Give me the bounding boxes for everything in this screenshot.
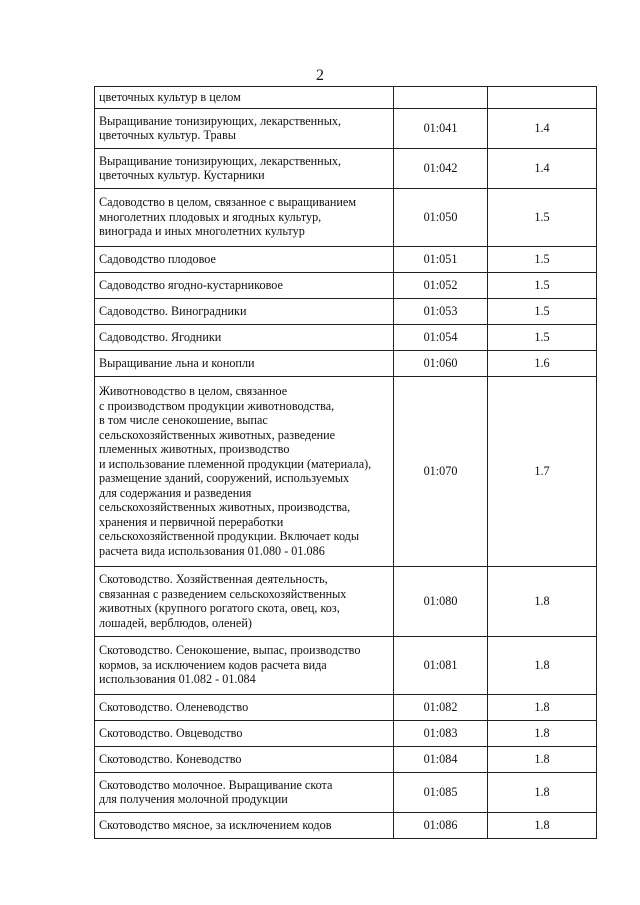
table-row <box>95 772 597 812</box>
land-use-table <box>94 86 597 839</box>
table-row <box>95 636 597 694</box>
activity-name: Животноводство в целом, связанное с производством продукции животноводства, в том числе сенокошение, выпас сельскохозяйственных животных, разведение племенных животных, производство и использование племенной продукции (материала), размещение зданий, сооружений, используемых для содержания и разведения сельскохозяйственных животных, производства, хранения и первичной переработки сельскохозяйственной продукции. Включает коды расчета вида использования 01.080 - 01.086 <box>99 384 372 558</box>
activity-name-cell <box>95 87 394 109</box>
table-row <box>95 246 597 272</box>
activity-name: Садоводство ягодно-кустарниковое <box>99 277 283 292</box>
table-row <box>95 720 597 746</box>
table-row <box>95 350 597 376</box>
table-row <box>95 87 597 109</box>
table-row <box>95 148 597 188</box>
section-number-cell: 1.5 <box>488 324 597 350</box>
section-number-cell: 1.5 <box>488 272 597 298</box>
activity-name: Скотоводство. Сенокошение, выпас, производство кормов, за исключением кодов расчета вида использования 01.082 - 01.084 <box>99 643 361 687</box>
activity-name-cell <box>95 566 394 636</box>
section-number-cell: 1.4 <box>488 108 597 148</box>
table-body <box>95 87 597 839</box>
table-row <box>95 566 597 636</box>
activity-name: Выращивание тонизирующих, лекарственных, цветочных культур. Травы <box>99 113 342 142</box>
activity-code-cell: 01:085 <box>394 772 488 812</box>
activity-name-cell <box>95 746 394 772</box>
activity-name: Садоводство. Ягодники <box>99 329 222 344</box>
activity-name-cell <box>95 720 394 746</box>
activity-code-cell: 01:053 <box>394 298 488 324</box>
activity-code-cell: 01:080 <box>394 566 488 636</box>
activity-name: Выращивание тонизирующих, лекарственных, цветочных культур. Кустарники <box>99 153 342 182</box>
activity-name-cell <box>95 272 394 298</box>
activity-name: Выращивание льна и конопли <box>99 355 255 370</box>
activity-name: Садоводство в целом, связанное с выращиванием многолетних плодовых и ягодных культур, винограда и иных многолетних культур <box>99 195 357 239</box>
table-row <box>95 272 597 298</box>
section-number-cell: 1.4 <box>488 148 597 188</box>
activity-name: Скотоводство. Овцеводство <box>99 725 243 740</box>
activity-code-cell: 01:084 <box>394 746 488 772</box>
activity-code-cell: 01:052 <box>394 272 488 298</box>
activity-name: Садоводство плодовое <box>99 251 216 266</box>
activity-name: Скотоводство мясное, за исключением кодов <box>99 817 332 832</box>
activity-code-cell: 01:086 <box>394 812 488 838</box>
activity-code-cell: 01:070 <box>394 376 488 566</box>
section-number-cell: 1.5 <box>488 188 597 246</box>
table-row <box>95 746 597 772</box>
section-number-cell <box>488 87 597 109</box>
table-row <box>95 812 597 838</box>
activity-name-cell <box>95 188 394 246</box>
activity-name: Скотоводство молочное. Выращивание скота для получения молочной продукции <box>99 777 333 806</box>
table-row <box>95 298 597 324</box>
section-number-cell: 1.8 <box>488 694 597 720</box>
activity-code-cell: 01:054 <box>394 324 488 350</box>
activity-code-cell: 01:083 <box>394 720 488 746</box>
activity-name-cell <box>95 694 394 720</box>
activity-name-cell <box>95 108 394 148</box>
table-row <box>95 694 597 720</box>
activity-name-cell <box>95 772 394 812</box>
section-number-cell: 1.8 <box>488 636 597 694</box>
activity-code-cell: 01:051 <box>394 246 488 272</box>
activity-name: Садоводство. Виноградники <box>99 303 247 318</box>
activity-name: Скотоводство. Хозяйственная деятельность, связанная с разведением сельскохозяйственных животных (крупного рогатого скота, овец, коз, лошадей, верблюдов, оленей) <box>99 572 347 630</box>
section-number-cell: 1.8 <box>488 812 597 838</box>
activity-code-cell: 01:050 <box>394 188 488 246</box>
activity-name-cell <box>95 812 394 838</box>
activity-code-cell <box>394 87 488 109</box>
section-number-cell: 1.7 <box>488 376 597 566</box>
activity-name: Скотоводство. Коневодство <box>99 751 242 766</box>
activity-name-cell <box>95 636 394 694</box>
activity-name-cell <box>95 350 394 376</box>
activity-code-cell: 01:081 <box>394 636 488 694</box>
section-number-cell: 1.8 <box>488 772 597 812</box>
activity-code-cell: 01:041 <box>394 108 488 148</box>
section-number-cell: 1.6 <box>488 350 597 376</box>
activity-name-cell <box>95 376 394 566</box>
table-row <box>95 188 597 246</box>
page-number: 2 <box>316 67 324 84</box>
activity-code-cell: 01:042 <box>394 148 488 188</box>
table-row <box>95 108 597 148</box>
section-number-cell: 1.8 <box>488 720 597 746</box>
section-number-cell: 1.8 <box>488 746 597 772</box>
activity-name-cell <box>95 246 394 272</box>
table-row <box>95 324 597 350</box>
activity-name-cell <box>95 324 394 350</box>
section-number-cell: 1.5 <box>488 298 597 324</box>
section-number-cell: 1.8 <box>488 566 597 636</box>
table-row <box>95 376 597 566</box>
activity-name-cell <box>95 148 394 188</box>
activity-name-cell <box>95 298 394 324</box>
activity-name: Скотоводство. Оленеводство <box>99 699 249 714</box>
activity-code-cell: 01:060 <box>394 350 488 376</box>
activity-name: цветочных культур в целом <box>99 90 241 104</box>
activity-code-cell: 01:082 <box>394 694 488 720</box>
section-number-cell: 1.5 <box>488 246 597 272</box>
